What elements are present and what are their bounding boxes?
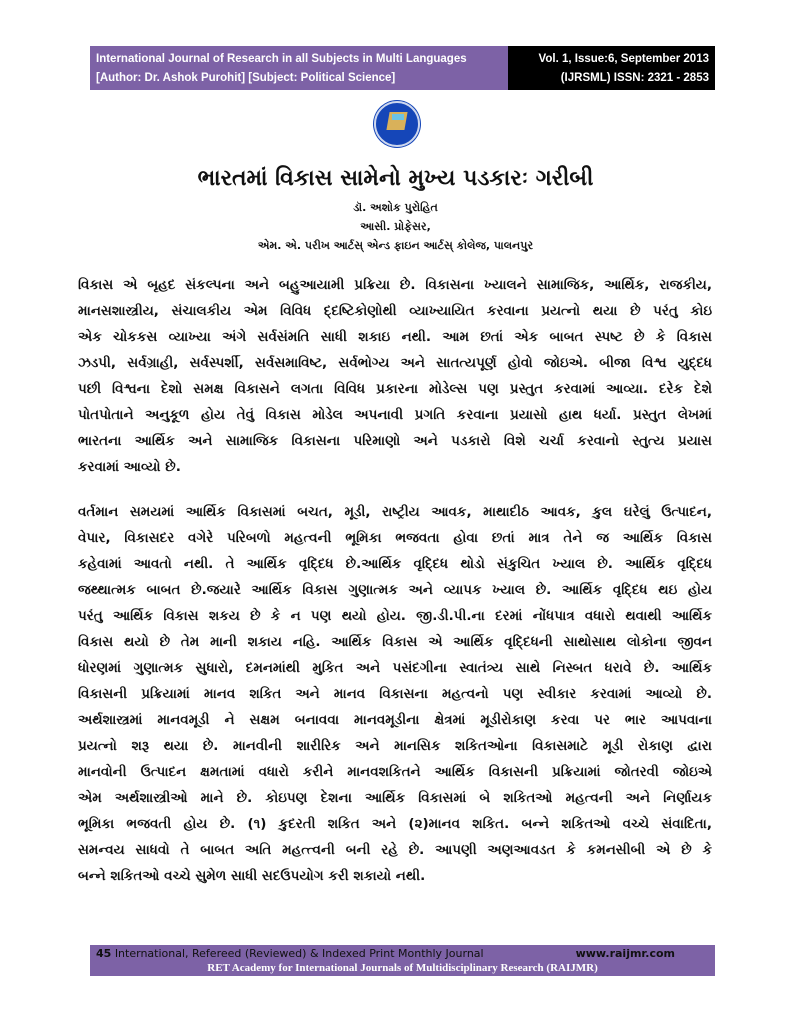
- paragraph-line: પછી વિશ્વના દેશો સમક્ષ વિકાસને લગતા વિવિધ પ્રકારના મોડેલ્સ પણ પ્રસ્તુત કરવામાં આવ્યા. દરેક દેશે: [78, 381, 712, 397]
- header-right: [508, 46, 715, 90]
- paragraph-line: એક ચોકકસ વ્યાખ્યા અંગે સર્વસંમતિ સાધી શકાઇ નથી. આમ છતાં એક બાબત સ્પષ્ટ છે કે વિકાસ: [78, 329, 712, 345]
- paragraph-line: એમ અર્થશાસ્ત્રીઓ માને છે. કોઇપણ દેશના આર્થિક વિકાસમાં બે શકિતઓ મહત્વની અને નિર્ણાયક: [78, 790, 712, 806]
- paragraph-line: ભૂમિકા ભજવતી હોય છે. (૧) કુદરતી શકિત અને (૨)માનવ શકિત. બન્ને શકિતઓ વચ્ચે સંવાદિતા,: [78, 816, 712, 832]
- author-designation: આસી. પ્રોફેસર,: [360, 220, 431, 233]
- page-number: 45: [96, 947, 112, 960]
- paragraph-line: સમન્વય સાધવો તે બાબત અતિ મહત્ત્વની બની રહે છે. આપણી અણઆવડત કે કમનસીબી એ છે કે: [78, 842, 712, 858]
- paragraph-line: પરંતુ આર્થિક વિકાસ શકય છે કે ન પણ થયો હોય. જી.ડી.પી.ના દરમાં નોંધપાત્ર વધારો થવાથી આર્થિક: [78, 608, 712, 624]
- issn: (IJRSML) ISSN: 2321 - 2853: [560, 72, 709, 84]
- paragraph-line: વિકાસ એ બૃહદ સંકલ્પના અને બહુઆયામી પ્રક્રિયા છે. વિકાસના ખ્યાલને સામાજિક, આર્થિક, રાજકીય,: [78, 277, 712, 293]
- journal-logo: [374, 101, 420, 147]
- author-subject: [Author: Dr. Ashok Purohit] [Subject: Political Science]: [96, 72, 396, 84]
- website-link[interactable]: www.raijmr.com: [575, 947, 675, 960]
- paragraph-line: બન્ને શકિતઓ વચ્ચે સુમેળ સાધી સદઉપયોગ કરી શકાયો નથી.: [78, 868, 426, 884]
- paragraph-line: ધોરણમાં ગુણાત્મક સુધારો, દમનમાંથી મુકિત અને પસંદગીના સ્વાતંત્ર્ય સાથે નિસ્બત ધરાવે છે. આર્થિક: [78, 660, 712, 676]
- article-title: ભારતમાં વિકાસ સામેનો મુખ્ય પડકારઃ ગરીબી: [197, 166, 594, 191]
- paragraph-1: [78, 272, 712, 480]
- journal-header: [90, 46, 715, 90]
- paragraph-line: જથ્થાત્મક બાબત છે.જયારે આર્થિક વિકાસ ગુણાત્મક અને વ્યાપક ખ્યાલ છે. આર્થિક વૃદ્દિધ થઇ હોય: [78, 582, 712, 598]
- logo-mark-accent: [392, 114, 404, 120]
- paragraph-2: [78, 499, 712, 889]
- volume-issue: Vol. 1, Issue:6, September 2013: [538, 53, 709, 65]
- journal-footer: [90, 945, 715, 976]
- paragraph-line: માનવોની ઉત્પાદન ક્ષમતામાં વધારો કરીને માનવશકિતને આર્થિક વિકાસની પ્રક્રિયામાં જોતરવી જોઇએ: [78, 764, 712, 780]
- paragraph-line: અર્થશાસ્ત્રમાં માનવમૂડી ને સક્ષમ બનાવવા માનવમૂડીના ક્ષેત્રમાં મૂડીરોકાણ કરવા પર ભાર આપવાના: [78, 712, 712, 728]
- paragraph-line: પ્રયત્નો શરૂ થયા છે. માનવીની શારીરિક અને માનસિક શકિતઓના વિકાસમાટે મૂડી રોકાણ દ્વારા: [78, 738, 712, 754]
- paragraph-line: વિકાસ થયો છે તેમ માની શકાય નહિ. આર્થિક વિકાસ એ આર્થિક વૃદ્દિધની સાથોસાથ લોકોના જીવન: [78, 634, 712, 650]
- paragraph-line: વેપાર, વિકાસદર વગેરે પરિબળો મહત્વની ભૂમિકા ભજવતા હોવા છતાં માત્ર તેને જ આર્થિક વિકાસ: [78, 530, 712, 546]
- paragraph-line: ભારતના આર્થિક અને સામાજિક વિકાસના પરિમાણો અને પડકારો વિશે ચર્ચા કરવાનો સ્તુત્ય પ્રયાસ: [78, 433, 712, 449]
- paragraph-line: વર્તમાન સમયમાં આર્થિક વિકાસમાં બચત, મૂડી, રાષ્ટ્રીય આવક, માથાદીઠ આવક, કુલ ઘરેલું ઉત્પાદન,: [78, 504, 712, 520]
- publisher: RET Academy for International Journals of Multidisciplinary Research (RAIJMR): [207, 962, 598, 974]
- paragraph-line: કહેવામાં આવતો નથી. તે આર્થિક વૃદ્દિધ છે.આર્થિક વૃદ્દિધ થોડો સંકુચિત ખ્યાલ છે. આર્થિક વૃદ્દિધ: [78, 556, 712, 572]
- paragraph-line: કરવામાં આવ્યો છે.: [78, 459, 181, 475]
- paragraph-line: વિકાસની પ્રક્રિયામાં માનવ શકિત અને માનવ વિકાસના મહત્વનો પણ સ્વીકાર કરવામાં આવ્યો છે.: [78, 686, 712, 702]
- paragraph-line: ઝડપી, સર્વગ્રાહી, સર્વસ્પર્શી, સર્વસમાવિષ્ટ, સર્વભોગ્ય અને સાતત્યપૂર્ણ હોવો જોઇએ. બીજા વિશ્વ યુદ્દધ: [78, 355, 712, 371]
- author-college: એમ. એ. પરીખ આર્ટસ્ એન્ડ ફાઇન આર્ટસ્ કોલેજ, પાલનપુર: [257, 239, 534, 252]
- paragraph-line: પોતપોતાને અનુકૂળ હોય તેવું વિકાસ મોડેલ અપનાવી પ્રગતિ કરવાના પ્રયાસો હાથ ધર્યા. પ્રસ્તુત લેખમાં: [78, 407, 712, 423]
- author-name: ડૉ. અશોક પુરોહિત: [353, 201, 438, 214]
- header-left: [90, 46, 508, 90]
- paragraph-line: માનસશાસ્ત્રીય, સંચાલકીય એમ વિવિધ દ્દષ્ટિકોણોથી વ્યાખ્યાયિત કરવાના પ્રયત્નો થયા છે પરંતુ કોઇ: [78, 303, 712, 319]
- journal-name: International Journal of Research in all Subjects in Multi Languages: [96, 53, 467, 65]
- journal-type: International, Refereed (Reviewed) & Indexed Print Monthly Journal: [114, 947, 484, 960]
